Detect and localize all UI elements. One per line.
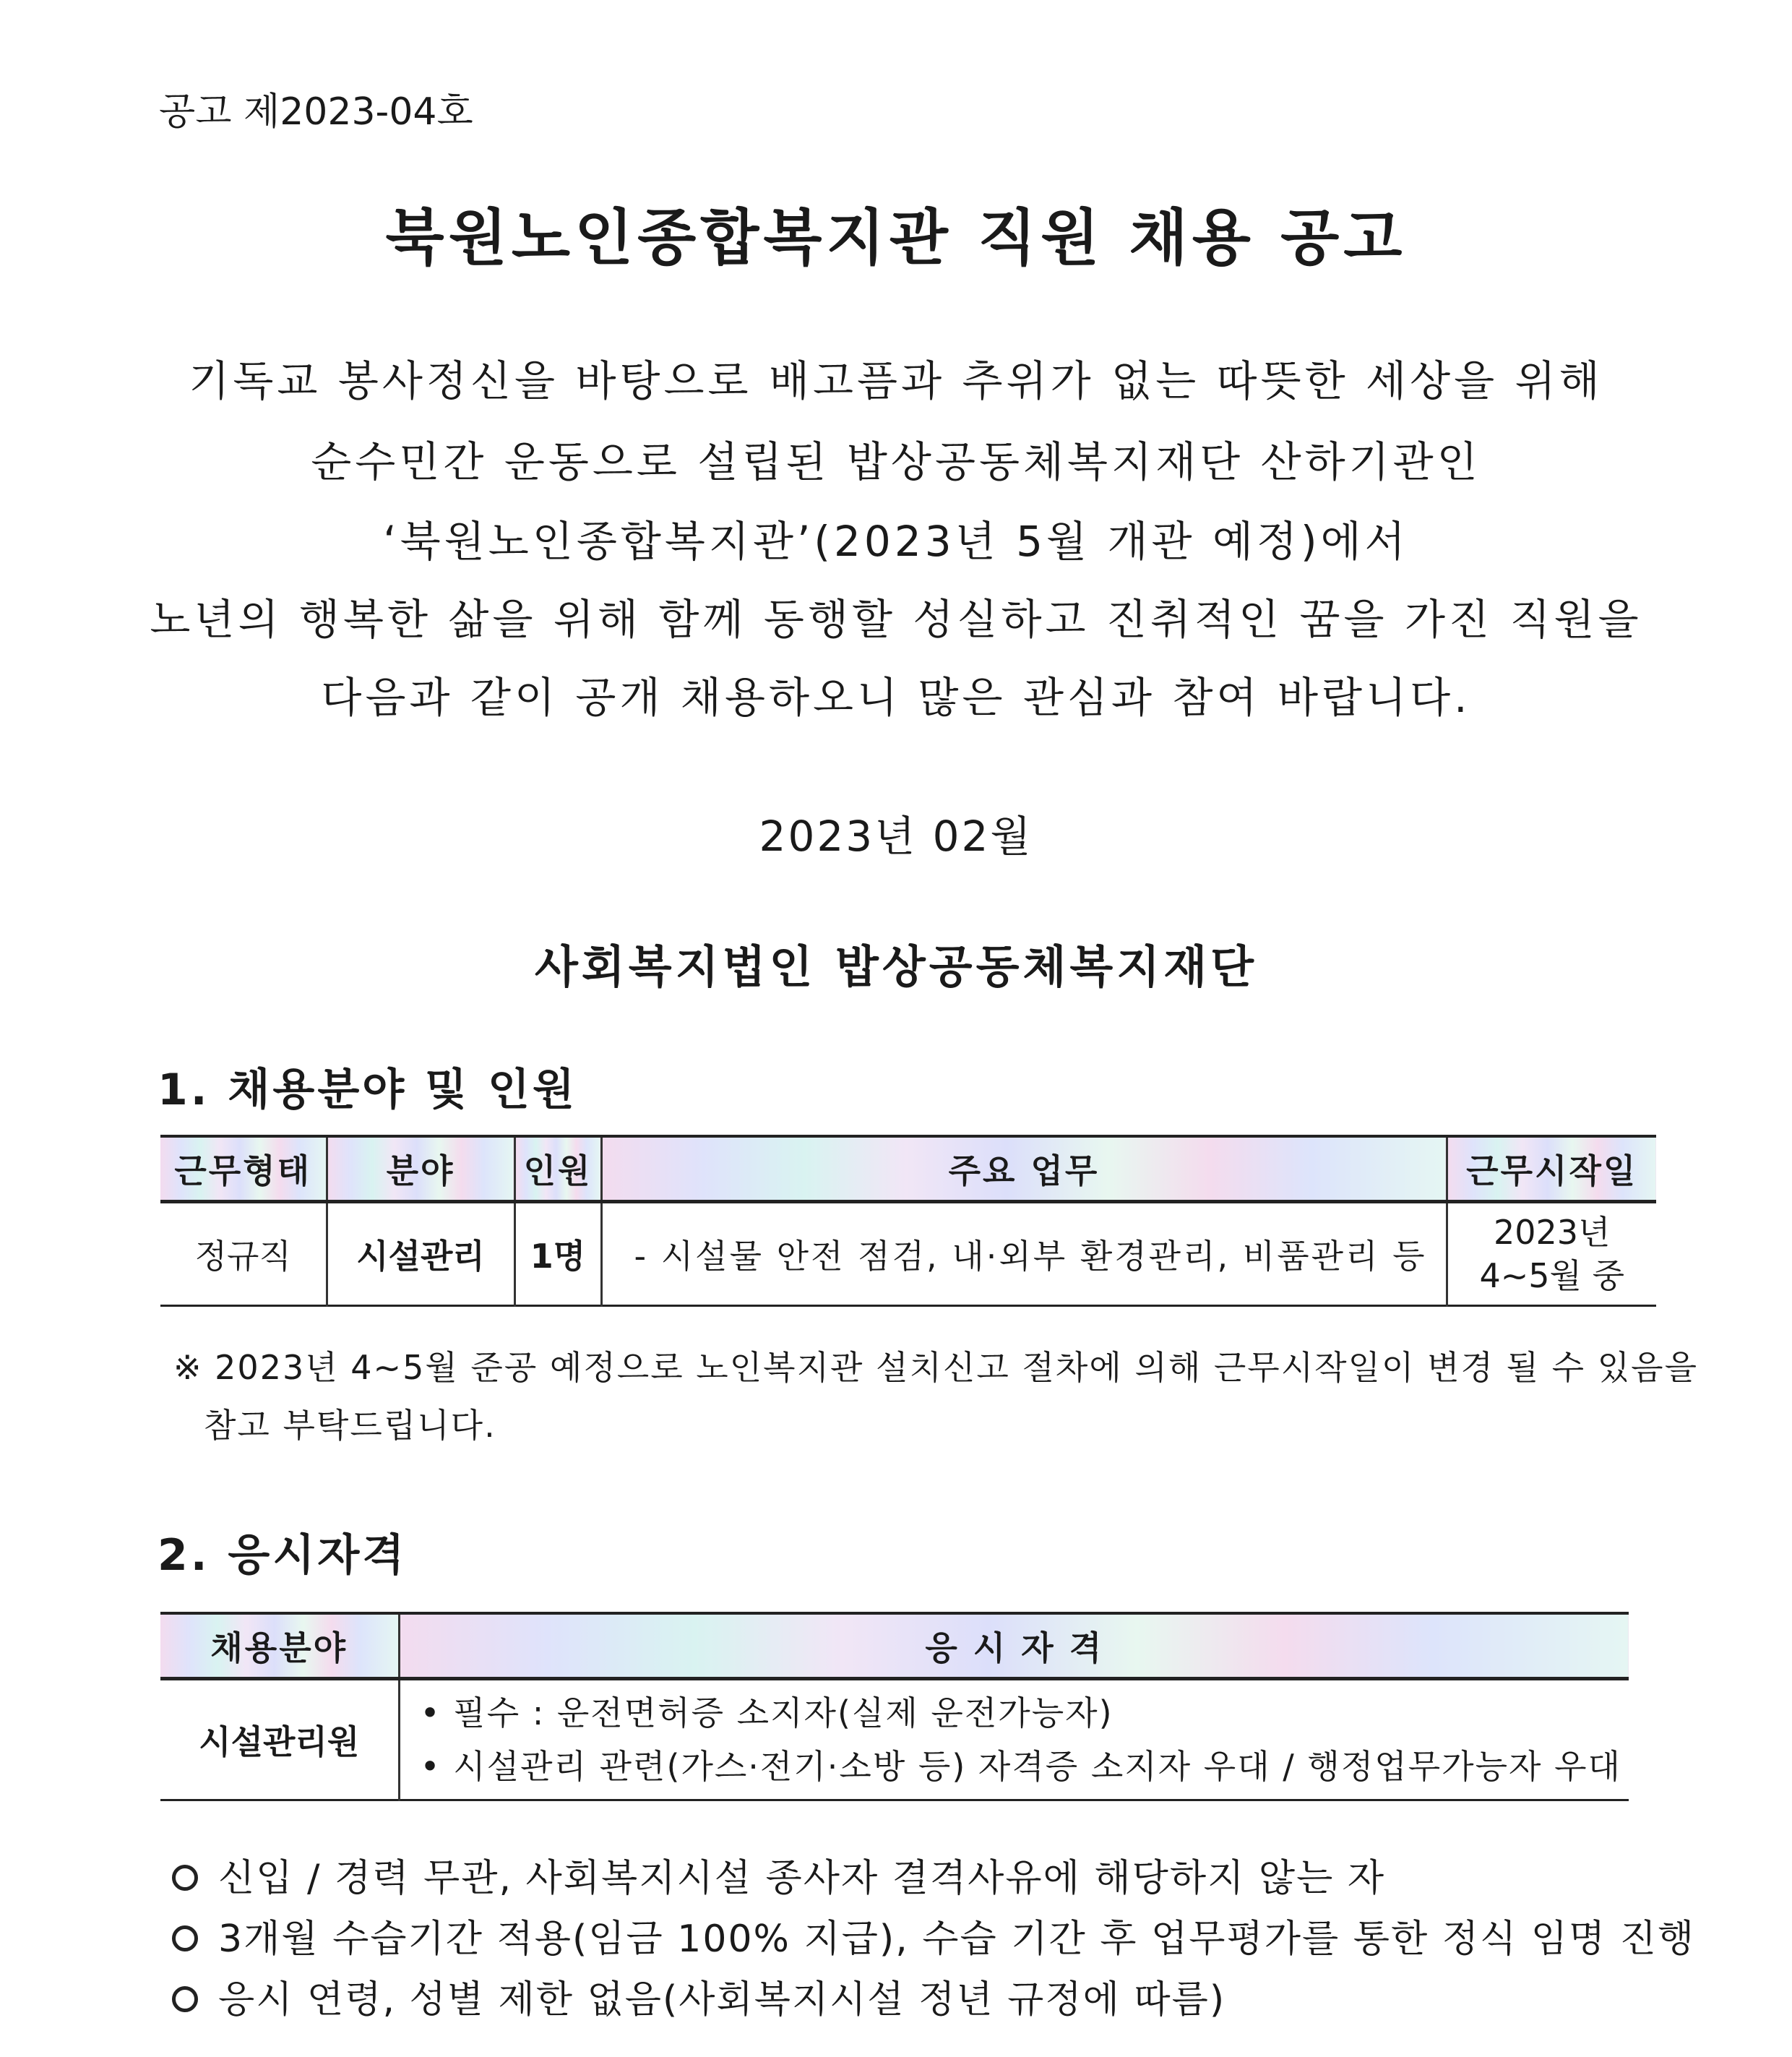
qualification-preferred: • 시설관리 관련(가스·전기·소방 등) 자격증 소지자 우대 / 행정업무가능자 우대 — [420, 1746, 1621, 1786]
page-title: 북원노인종합복지관 직원 채용 공고 — [385, 202, 1407, 273]
header-count: 인원 — [514, 1136, 601, 1201]
organization-name: 사회복지법인 밥상공동체복지재단 — [535, 940, 1257, 993]
circle-bullet-icon — [172, 1865, 198, 1891]
list-item — [172, 1969, 1225, 2023]
section2-heading: 2. 응시자격 — [158, 1530, 408, 1581]
cell-qualifications — [399, 1678, 1629, 1800]
bullet-text: 3개월 수습기간 적용(임금 100% 지급), 수습 기간 후 업무평가를 통한 정식 임명 진행 — [218, 1918, 1696, 1961]
intro-line: 기독교 봉사정신을 바탕으로 배고픔과 추위가 없는 따뜻한 세상을 위해 — [189, 356, 1603, 405]
cell-count: 1명 — [514, 1201, 601, 1305]
bullet-text: 응시 연령, 성별 제한 없음(사회복지시설 정년 규정에 따름) — [218, 1978, 1226, 2022]
table-row — [160, 1678, 1629, 1800]
note-line2: 참고 부탁드립니다. — [204, 1406, 496, 1445]
intro-line: 노년의 행복한 삶을 위해 함께 동행할 성실하고 진취적인 꿈을 가진 직원을 — [150, 595, 1642, 644]
cell-duties: - 시설물 안전 점검, 내·외부 환경관리, 비품관리 등 — [601, 1201, 1447, 1305]
start-date-line2: 4~5월 중 — [1479, 1255, 1625, 1295]
note-line1: ※ 2023년 4~5월 준공 예정으로 노인복지관 설치신고 절차에 의해 근무시작일이 변경 될 수 있음을 — [173, 1348, 1699, 1387]
notice-number: 공고 제2023-04호 — [159, 90, 473, 134]
table-header-row — [160, 1136, 1656, 1201]
circle-bullet-icon — [172, 1986, 198, 2012]
header-field: 분야 — [327, 1136, 514, 1201]
cell-recruit-field: 시설관리원 — [160, 1678, 399, 1800]
notice-date: 2023년 02월 — [759, 812, 1033, 861]
intro-line: 순수민간 운동으로 설립된 밥상공동체복지재단 산하기관인 — [311, 437, 1481, 486]
table-header-row — [160, 1613, 1629, 1678]
header-duties: 주요 업무 — [601, 1136, 1447, 1201]
table-row — [160, 1201, 1656, 1305]
header-recruit-field: 채용분야 — [160, 1613, 399, 1678]
cell-employment-type: 정규직 — [160, 1201, 327, 1305]
recruitment-table — [160, 1135, 1656, 1307]
cell-start-date — [1447, 1201, 1656, 1305]
list-item — [172, 1908, 1695, 1962]
list-item — [172, 1847, 1385, 1902]
intro-line: ‘북원노인종합복지관’(2023년 5월 개관 예정)에서 — [383, 517, 1409, 566]
header-qualifications: 응 시 자 격 — [399, 1613, 1629, 1678]
header-employment-type: 근무형태 — [160, 1136, 327, 1201]
qualification-table — [160, 1612, 1629, 1801]
bullet-text: 신입 / 경력 무관, 사회복지시설 종사자 결격사유에 해당하지 않는 자 — [218, 1857, 1386, 1900]
qualification-required: • 필수 : 운전면허증 소지자(실제 운전가능자) — [420, 1693, 1113, 1732]
cell-field: 시설관리 — [327, 1201, 514, 1305]
start-date-line1: 2023년 — [1493, 1212, 1611, 1252]
circle-bullet-icon — [172, 1925, 198, 1951]
section1-heading: 1. 채용분야 및 인원 — [158, 1065, 577, 1115]
header-start-date: 근무시작일 — [1447, 1136, 1656, 1201]
intro-line: 다음과 같이 공개 채용하오니 많은 관심과 참여 바랍니다. — [321, 673, 1471, 722]
